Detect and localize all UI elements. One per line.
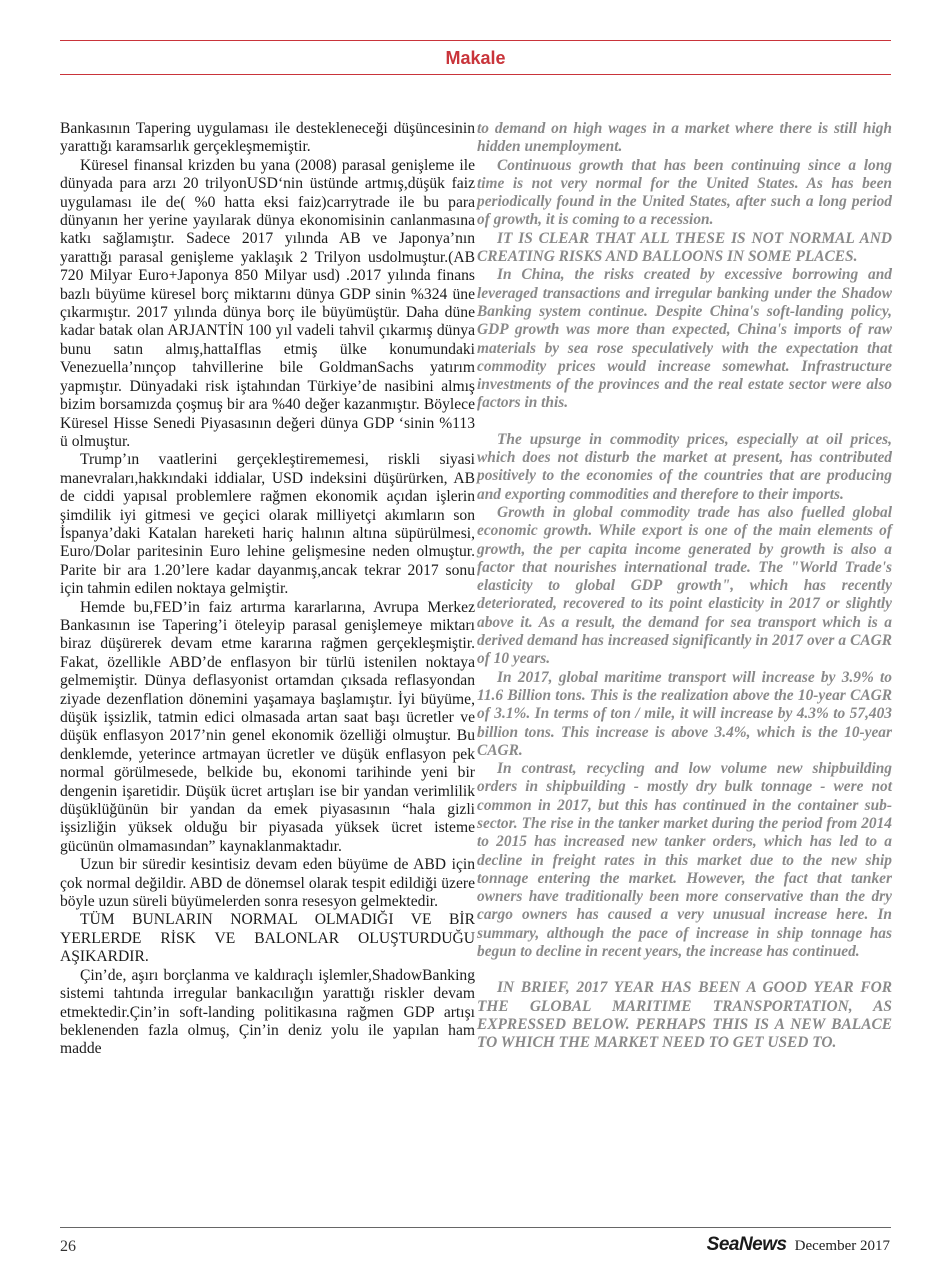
- page-number: 26: [60, 1238, 76, 1255]
- issue-date: December 2017: [794, 1238, 890, 1254]
- article-paragraph: Uzun bir süredir kesintisiz devam eden büyüme de ABD için çok normal değildir. ABD de dönemsel olarak tespit edildiği üzere böyle uzun süreli büyümelerden sonra resesyon gelmektedir.: [60, 856, 475, 911]
- section-label: Makale: [445, 48, 506, 68]
- article-paragraph: Continuous growth that has been continuing since a long time is not very normal for the United States. As has been periodically found in the United States, after such a long period of growth, it is coming to a recession.: [477, 156, 892, 229]
- article-paragraph: The upsurge in commodity prices, especially at oil prices, which does not disturb the market at present, has contributed positively to the economies of the countries that are producing and exporting commodities and therefore to their imports.: [477, 430, 892, 503]
- footer-rule: [60, 1227, 891, 1228]
- article-paragraph: Hemde bu,FED’in faiz artırma kararlarına, Avrupa Merkez Bankasının ise Tapering’i öteleyip parasal genişlemeye miktarı biraz düşürerek devam etme kararına rağmen gerçekleşmiştir. Fakat, özellikle ABD’de enflasyon bir türlü istenilen noktaya gelmemiştir. Dünya deflasyonist ortamdan çıksada reflasyondan ziyade dezenflation dönemini yaşamaya başlamıştır. İyi büyüme, düşük işsizlik, tatmin edici olmasada artan saat başı ücretler ve düşük enflasyon 2017’nin genel ekonomik özelliği olmuştur. Bu denklemde, yeterince artmayan ücretler ve düşük enflasyon pek normal görülmesede, belkide bu, ekonomi tarihinde yeni bir dengenin işaretidir. Düşük ücret artışları ise bir yandan verimlilik düşüklüğünün bir yandan da emek piyasasının “hala gizli işsizliğin yüksek olduğu bir piyasada yüksek ücret isteme gücünün olmamasından” kaynaklanmaktadır.: [60, 598, 475, 855]
- article-paragraph: Trump’ın vaatlerini gerçekleştirememesi, riskli siyasi manevraları,hakkındaki iddialar, USD indeksini düşürürken, AB de ciddi yapısal problemlere rağmen ekonomik açıdan işlerin şimdilik iyi gitmesi ve geçici olarak milliyetçi akımların son İspanya’daki Katalan hareketi hariç halının altına süpürülmesi, Euro/Dolar paritesinin Euro lehine gelişmesine neden olmuştur. Parite bir ara 1.20’lere kadar dayanmış,ancak tekrar 2017 sonu için tahmin edilen noktaya gelmiştir.: [60, 451, 475, 598]
- article-paragraph: In China, the risks created by excessive borrowing and leveraged transactions and irregular banking under the Shadow Banking system continue. Despite China's soft-landing policy, GDP growth was more than expected, China's imports of raw materials by sea rose speculatively with the expectation that commodity prices would increase somewhat. Infrastructure investments of the provinces and the real estate sector were also factors in this.: [477, 266, 892, 412]
- article-paragraph: Çin’de, aşırı borçlanma ve kaldıraçlı işlemler,ShadowBanking sistemi tahtında irregular bankacılığın yarattığı riskler devam etmektedir.Çin’in soft-landing politikasına rağmen GDP artışı beklenenden fazla olmuş, Çin’in deniz yolu ile yapılan ham madde: [60, 966, 475, 1058]
- footer-masthead: [707, 1234, 890, 1256]
- article-paragraph: Küresel finansal krizden bu yana (2008) parasal genişleme ile dünyada para arzı 20 trilyonUSD‘nin üstünde artmış,düşük faiz uygulaması ile de( %0 hatta eksi faiz)carrytrade ile bu para dünyanın her yerine yayılarak dünya ekonomisinin canlanmasına katkı sağlamıştır. Sadece 2017 yılında AB ve Japonya’nın yarattığı parasal genişleme yaklaşık 2 Trilyon usdolmuştur.(AB 720 Milyar Euro+Japonya 850 Milyar usd) .2017 yılında finans bazlı büyüme küresel borç miktarını dünya GDP sinin %324 üne çıkarmıştır. 2017 yılında dünya borç ile büyümüştür. Daha düne kadar batak olan ARJANTİN 100 yıl vadeli tahvil çıkarmış dünya bunu satın almış,hattaIflas etmiş ülke konumundaki Venezuella’nınçop tahvillerine bile GoldmanSachs yatırım yapmıştır. Dünyadaki risk iştahından Türkiye’de nasibini almış bizim borsamızda çoşmuş bir ara %40 değer kazanmıştır. Böylece Küresel Hisse Senedi Piyasasının değeri dünya GDP ‘sinin %113 ü olmuştur.: [60, 156, 475, 450]
- article-paragraph: to demand on high wages in a market where there is still high hidden unemployment.: [477, 120, 892, 156]
- article-paragraph: In 2017, global maritime transport will increase by 3.9% to 11.6 Billion tons. This is the realization above the 10-year CAGR of 3.1%. In terms of ton / mile, it will increase by 4.3% to 57,403 billion tons. This increase is above 3.4%, which is the 10-year CAGR.: [477, 668, 892, 759]
- article-paragraph: Growth in global commodity trade has also fuelled global economic growth. While export is one of the main elements of growth, the per capita income generated by growth is also a factor that nourishes international trade. The "World Trade's elasticity to global GDP growth", which has recently deteriorated, recovered to its point elasticity in 2017 or slightly above it. As a result, the demand for sea transport which is a derived demand has increased significantly in 2017 over a CAGR of 10 years.: [477, 503, 892, 668]
- article-paragraph: IT IS CLEAR THAT ALL THESE IS NOT NORMAL AND CREATING RISKS AND BALLOONS IN SOME PLACES.: [477, 229, 892, 266]
- header-top-rule: [60, 40, 891, 41]
- seanews-logo: SeaNews: [706, 1234, 787, 1255]
- turkish-article-column: [60, 120, 475, 1059]
- article-paragraph: Bankasının Tapering uygulaması ile destekleneceği düşüncesinin yarattığı karamsarlık gerçekleşmemiştir.: [60, 120, 475, 156]
- article-paragraph: In contrast, recycling and low volume new shipbuilding orders in shipbuilding - mostly dry bulk tonnage - were not common in 2017, but this has continued in the container sub-sector. The rise in the tanker market during the period from 2014 to 2015 has increased new tanker orders, which has led to a decline in freight rates in this market due to the new ship tonnage entering the market. However, the fact that tanker owners have traditionally been more conservative than the dry cargo owners has caused a very unusual increase here. In summary, although the pace of increase in ship tonnage has begun to decline in recent years, the increase has continued.: [477, 760, 892, 961]
- header-bottom-rule: [60, 74, 891, 75]
- article-paragraph: IN BRIEF, 2017 YEAR HAS BEEN A GOOD YEAR FOR THE GLOBAL MARITIME TRANSPORTATION, AS EXPRESSED BELOW. PERHAPS THIS IS A NEW BALACE TO WHICH THE MARKET NEED TO GET USED TO.: [477, 979, 892, 1052]
- english-article-column: [477, 120, 892, 1053]
- article-paragraph: TÜM BUNLARIN NORMAL OLMADIĞI VE BİR YERLERDE RİSK VE BALONLAR OLUŞTURDUĞU AŞIKARDIR.: [60, 911, 475, 966]
